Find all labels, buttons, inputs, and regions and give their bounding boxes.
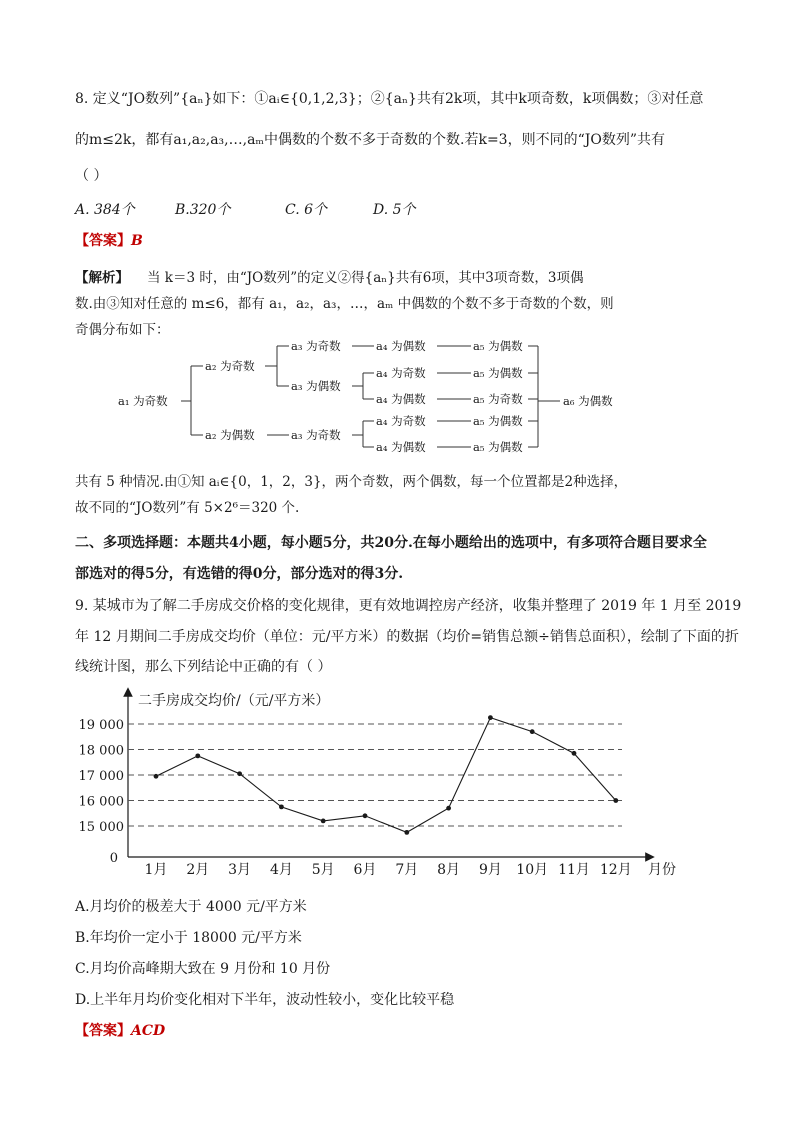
tree-branch-a2 <box>265 346 289 386</box>
data-point <box>237 771 242 776</box>
tree-r1-a5: a₅ 为偶数 <box>473 339 523 353</box>
tree-r2-a5: a₅ 为偶数 <box>473 366 523 380</box>
section2-line2: 部选对的得5分，有选错的得0分，部分选对的得3分. <box>75 566 404 582</box>
analysis-line1: 【解析】 当 k＝3 时，由“JO数列”的定义②得{aₙ}共有6项，其中3项奇数，3项偶 <box>75 270 584 286</box>
data-point <box>279 804 284 809</box>
data-point <box>530 729 535 734</box>
y-tick-label: 18 000 <box>78 743 124 759</box>
x-tick-label: 9月 <box>478 862 502 878</box>
data-point <box>154 774 159 779</box>
q8-option-a: A. 384个 <box>75 202 135 218</box>
q8-option-d: D. 5个 <box>373 202 416 218</box>
data-point <box>488 715 493 720</box>
x-tick-label: 7月 <box>395 862 419 878</box>
q8-answer <box>75 230 143 250</box>
x-tick-label: 1月 <box>144 862 168 878</box>
tree-a2-even: a₂ 为偶数 <box>205 428 255 442</box>
tree-a3-odd-bottom: a₃ 为奇数 <box>291 428 341 442</box>
q9-line1: 9. 某城市为了解二手房成交价格的变化规律，更有效地调控房产经济，收集并整理了 2019 年 1 月至 2019 <box>75 598 742 614</box>
tree-a2-odd: a₂ 为奇数 <box>205 359 255 373</box>
y-tick-label: 19 000 <box>78 718 124 733</box>
parity-tree-diagram <box>0 335 794 455</box>
x-tick-label: 11月 <box>558 862 590 878</box>
analysis-line5: 故不同的“JO数列”有 5×2⁶＝320 个. <box>75 500 300 516</box>
chart-title: 二手房成交均价/（元/平方米） <box>138 693 330 709</box>
price-series-line <box>156 718 616 833</box>
data-point <box>321 819 326 824</box>
tree-r3-a4: a₄ 为偶数 <box>376 392 426 406</box>
tree-r4-a5: a₅ 为偶数 <box>473 414 523 428</box>
q8-line1: 8. 定义“JO数列”{aₙ}如下：①aᵢ∈{0,1,2,3}；②{aₙ}共有2k项，其中k项奇数，k项偶数；③对任意 <box>75 91 704 107</box>
data-point <box>572 751 577 756</box>
y-tick-label: 17 000 <box>78 769 124 784</box>
price-line-chart <box>0 680 794 880</box>
tree-r1-a4: a₄ 为偶数 <box>376 339 426 353</box>
analysis-line3: 奇偶分布如下： <box>75 322 170 338</box>
answer-tag: 【答案】 <box>75 1023 131 1039</box>
x-tick-label: 2月 <box>186 862 210 878</box>
x-tick-label: 4月 <box>269 862 293 878</box>
tree-a3-even: a₃ 为偶数 <box>291 379 341 393</box>
tree-a6: a₆ 为偶数 <box>563 394 613 408</box>
x-tick-label: 10月 <box>516 862 549 878</box>
tree-a3-odd-top: a₃ 为奇数 <box>291 339 341 353</box>
tree-root: a₁ 为奇数 <box>118 394 168 408</box>
tree-r4-a4: a₄ 为奇数 <box>376 414 426 428</box>
x-tick-label: 5月 <box>311 862 335 878</box>
data-point <box>446 806 451 811</box>
section2-line1: 二、多项选择题：本题共4小题，每小题5分，共20分.在每小题给出的选项中，有多项符合题目要求全 <box>75 535 707 551</box>
q8-option-c: C. 6个 <box>285 202 328 218</box>
data-point <box>404 830 409 835</box>
tree-r3-a5: a₅ 为奇数 <box>473 392 523 406</box>
tree-r2-a4: a₄ 为奇数 <box>376 366 426 380</box>
x-tick-label: 12月 <box>599 862 632 878</box>
q9-answer <box>75 1020 165 1040</box>
q8-option-b: B.320个 <box>175 202 231 218</box>
q9-option-a: A.月均价的极差大于 4000 元/平方米 <box>75 899 307 915</box>
y-tick-label: 16 000 <box>78 794 124 810</box>
y-tick-label: 15 000 <box>78 820 124 835</box>
tree-r5-a5: a₅ 为偶数 <box>473 440 523 454</box>
data-point <box>613 798 618 803</box>
answer-value: ACD <box>131 1023 166 1039</box>
tree-merge <box>528 346 560 447</box>
analysis-line2: 数.由③知对任意的 m≤6，都有 a₁，a₂，a₃，…，aₘ 中偶数的个数不多于奇数的个数，则 <box>75 296 614 312</box>
x-tick-label: 6月 <box>353 862 377 878</box>
analysis-line4: 共有 5 种情况.由①知 aᵢ∈{0，1，2，3}，两个奇数，两个偶数，每一个位置都是2种选择， <box>75 474 628 490</box>
answer-tag: 【答案】 <box>75 233 131 249</box>
q8-line2: 的m≤2k，都有a₁,a₂,a₃,…,aₘ中偶数的个数不多于奇数的个数.若k=3，则不同的“JO数列”共有 <box>75 132 665 148</box>
q8-options <box>75 199 416 219</box>
analysis-tag: 【解析】 <box>75 270 129 286</box>
x-tick-label: 3月 <box>228 862 252 878</box>
q8-line3: （ ） <box>75 168 108 184</box>
q9-line3: 线统计图，那么下列结论中正确的有（ ） <box>75 659 332 675</box>
tree-branch-root <box>181 366 203 435</box>
x-axis-label: 月份 <box>648 862 676 878</box>
x-tick-label: 8月 <box>437 862 461 878</box>
q9-option-b: B.年均价一定小于 18000 元/平方米 <box>75 930 302 946</box>
q9-line2: 年 12 月期间二手房成交均价（单位：元/平方米）的数据（均价=销售总额÷销售总面积），绘制了下面的折 <box>75 629 739 645</box>
y-zero-label: 0 <box>109 851 118 866</box>
data-point <box>363 813 368 818</box>
q9-option-c: C.月均价高峰期大致在 9 月份和 10 月份 <box>75 961 331 977</box>
q9-option-d: D.上半年月均价变化相对下半年，波动性较小，变化比较平稳 <box>75 992 455 1008</box>
data-point <box>195 753 200 758</box>
tree-branch-a3-even <box>352 373 374 399</box>
answer-value: B <box>131 233 143 249</box>
tree-branch-a3-odd <box>352 421 374 447</box>
tree-r5-a4: a₄ 为偶数 <box>376 440 426 454</box>
